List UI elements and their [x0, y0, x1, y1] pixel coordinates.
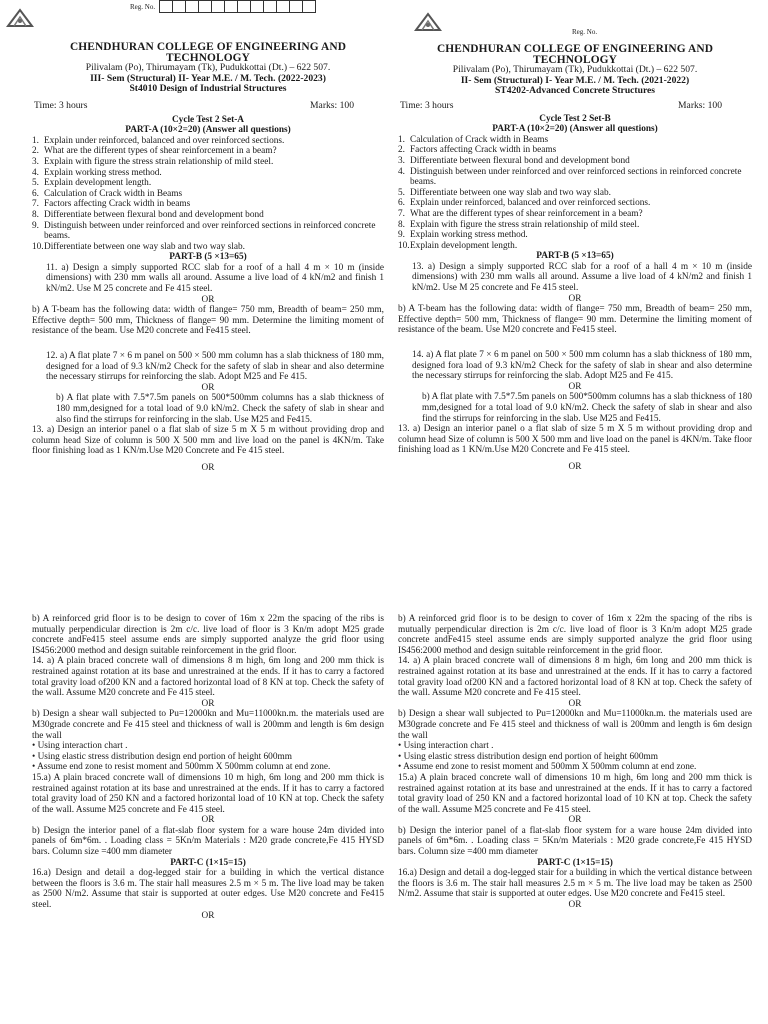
part-b-title: PART-B (5 ×13=65) [169, 252, 247, 263]
time-marks [398, 101, 752, 112]
question-16a: 16.a) Design and detail a dog-legged stair for a building in which the vertical distance between the floors is 3.6 m. The stair hall measures 2.5 m × 5 m. The live load may be taken as 2500 N/m2. Assume that stair is supported at outer edges. Use M20 concrete and Fe415 steel. [32, 868, 384, 911]
list-item: 10. Differentiate between one way slab and two way slab. [32, 241, 245, 252]
question-15b: b) Design the interior panel of a flat-slab floor system for a ware house 24m divided into panels of 6m*6m. . Loading class = 5Kn/m Materials : M20 grade concrete,Fe 415 HYSD bars. Column size =400 mm diameter [398, 825, 752, 858]
question-15a: 15.a) A plain braced concrete wall of dimensions 10 m high, 6m long and 200 mm thick is restrained against rotation at its base and unrestrained at the ends. If it has to carry a factored total gravity load of 250 KN and a factored horizontal load of 10 KN at top. Check the safety of the wall. Assume M25 concrete and Fe 415 steel. [398, 772, 752, 815]
time-marks [32, 101, 384, 112]
question-14b: b) Design a shear wall subjected to Pu=12000kn and Mu=11000kn.m. the materials used are M30grade concrete and Fe 415 steel and thickness of wall is 200mm and length is 6m design the wall [32, 709, 384, 741]
question-13a-flat-slab: 13. a) Design an interior panel o a flat slab of size 5 m X 5 m without providing drop and column head Size of column is 500 X 500 mm and live load on the panel is 4KN/m. Take floor finishing load as 1 KN/m.Use M20 Concrete and Fe 415 steel. [398, 424, 752, 456]
list-item: 2. What are the different types of shear reinforcement in a beam? [32, 146, 277, 157]
bullet-item: • Assume end zone to resist moment and 500mm X 500mm column at end zone. [398, 762, 697, 773]
cycle-title: Cycle Test 2 Set-A [171, 114, 245, 125]
or-label: OR [201, 910, 215, 921]
question-12a: 12. a) A flat plate 7 × 6 m panel on 500 × 500 mm column has a slab thickness of 180 mm, designed for a load of 9.3 kN/m2 Check for the safety of slab in shear and also determine the necessary stirrups for reinforcing the slab. Adopt M25 and Fe 415. [46, 351, 384, 383]
list-item: 4. Explain working stress method. [32, 167, 162, 178]
or-label: OR [201, 815, 215, 826]
time: Time: 3 hours [400, 99, 454, 111]
part-a-title: PART-A (10×2=20) (Answer all questions) [125, 125, 291, 136]
question-15b: b) Design the interior panel of a flat-slab floor system for a ware house 24m divided into panels of 6m*6m. . Loading class = 5Kn/m Materials : M20 grade concrete,Fe 415 HYSD bars. Column size =400 mm diameter [32, 825, 384, 858]
set-a-paper [32, 8, 384, 598]
question-13a: 13. a) Design an interior panel o a flat slab of size 5 m X 5 m without providing drop and column head Size of column is 500 X 500 mm and live load on the panel is 4KN/m. Take floor finishing load as 1 KN/m.Use M20 Concrete and Fe 415 steel. [32, 425, 384, 457]
list-item: 8. Explain with figure the stress strain relationship of mild steel. [398, 219, 640, 230]
question-12b: b) A flat plate with 7.5*7.5m panels on 500*500mm columns has a slab thickness of 180 mm,designed for a total load of 9.0 kN/m2. Check the safety of slab in shear and also find the stirrups for reinforcing in the slab. Use M25 and Fe415. [56, 393, 384, 425]
semester: II- Sem (Structural) I- Year M.E. / M. Tech. (2021-2022) [460, 74, 690, 86]
question-14b: b) A flat plate with 7.5*7.5m panels on 500*500mm columns has a slab thickness of 180 mm,designed for a total load of 9.0 kN/m2. Check the safety of slab in shear and also find the stirrups for reinforcing in the slab. Use M25 and Fe415. [422, 392, 752, 424]
list-item: 2. Factors affecting Crack width in beams [398, 145, 557, 156]
list-item: 10. Explain development length. [398, 240, 518, 251]
cycle-title: Cycle Test 2 Set-B [539, 113, 611, 124]
or-label: OR [201, 462, 215, 473]
list-item: 3. Differentiate between flexural bond and development bond [398, 155, 630, 166]
marks: Marks: 100 [310, 99, 354, 111]
bullet-item: • Using interaction chart . [398, 741, 494, 752]
question-14b: b) Design a shear wall subjected to Pu=12000kn and Mu=11000kn.m. the materials used are M30grade concrete and Fe 415 steel and thickness of wall is 200mm and length is 6m design the wall [398, 709, 752, 741]
question-11a: 11. a) Design a simply supported RCC slab for a roof of a hall 4 m × 10 m (inside dimensions) with 230 mm walls all around. Assume a live load of 4 kN/m2 and finish 1 kN/m2. Use M 25 concrete and Fe 415 steel. [46, 262, 384, 295]
reg-no-label: Reg. No. [572, 28, 598, 36]
or-label: OR [568, 900, 582, 911]
list-item: 4. Distinguish between under reinforced and over reinforced sections in reinforced concrete beams. [398, 166, 742, 188]
semester: III- Sem (Structural) II- Year M.E. / M. Tech. (2022-2023) [90, 72, 326, 84]
question-14a: 14. a) A plain braced concrete wall of dimensions 8 m high, 6m long and 200 mm thick is restrained against rotation at its base and unrestrained at the ends. If it has to carry a factored total gravity load of200 KN and a factored horizontal load of 8 KN at top. Check the safety of the wall. Assume M20 concrete and Fe 415 steel. [32, 656, 384, 699]
or-label: OR [568, 698, 582, 709]
or-label: OR [568, 381, 582, 392]
part-c-title: PART-C (1×15=15) [537, 857, 613, 868]
time: Time: 3 hours [34, 99, 88, 111]
question-13a: 13. a) Design a simply supported RCC slab for a roof of a hall 4 m × 10 m (inside dimensions) with 230 mm walls all around. Assume a live load of 4 kN/m2 and finish 1 kN/m2. Use M 25 concrete and Fe 415 steel. [412, 261, 752, 294]
or-label: OR [201, 382, 215, 393]
reg-no-label: Reg. No. [130, 2, 156, 11]
or-label: OR [201, 698, 215, 709]
list-item: 5. Differentiate between one way slab and two way slab. [398, 187, 611, 198]
list-item: 6. Calculation of Crack width in Beams [32, 188, 183, 199]
list-item: 9. Distinguish between under reinforced and over reinforced sections in reinforced concrete beams. [32, 220, 376, 242]
college-name: CHENDHURAN COLLEGE OF ENGINEERING AND TECHNOLOGY [69, 41, 347, 64]
question-grid-floor: b) A reinforced grid floor is to be design to cover of 16m x 22m the spacing of the ribs is mutually perpendicular direction is 2m c/c. live load of floor is 3 Kn/m adopt M25 grade concrete andFe415 steel assume ends are simply supported analyze the grid floor using IS456:2000 method and design suitable reinforcement in the grid floor. [398, 614, 752, 656]
list-item: 7. Factors affecting Crack width in beams [32, 199, 191, 210]
college-name: CHENDHURAN COLLEGE OF ENGINEERING AND TECHNOLOGY [436, 43, 714, 66]
or-label: OR [568, 461, 582, 472]
or-label: OR [568, 815, 582, 826]
list-item: 1. Calculation of Crack width in Beams [398, 134, 549, 145]
list-item: 8. Differentiate between flexural bond and development bond [32, 209, 264, 220]
or-label: OR [201, 294, 215, 305]
question-15a: 15.a) A plain braced concrete wall of dimensions 10 m high, 6m long and 200 mm thick is restrained against rotation at its base and unrestrained at the ends. If it has to carry a factored total gravity load of 250 KN and a factored horizontal load of 10 KN at top. Check the safety of the wall. Assume M25 concrete and Fe 415 steel. [32, 772, 384, 815]
list-item: 5. Explain development length. [32, 178, 152, 189]
college-address: Pilivalam (Po), Thirumayam (Tk), Pudukkottai (Dt.) – 622 507. [85, 62, 331, 74]
question-14a: 14. a) A plain braced concrete wall of dimensions 8 m high, 6m long and 200 mm thick is restrained against rotation at its base and unrestrained at the ends. If it has to carry a factored total gravity load of200 KN and a factored horizontal load of 8 KN at top. Check the safety of the wall. Assume M20 concrete and Fe 415 steel. [398, 656, 752, 699]
part-a-list [398, 135, 752, 252]
part-a-title: PART-A (10×2=20) (Answer all questions) [492, 124, 658, 135]
list-item: 1. Explain under reinforced, balanced and over reinforced sections. [32, 135, 285, 146]
bullet-item: • Using elastic stress distribution design end portion of height 600mm [32, 751, 292, 762]
set-b-paper [398, 8, 752, 598]
question-14a: 14. a) A flat plate 7 × 6 m panel on 500 × 500 mm column has a slab thickness of 180 mm, designed fora load of 9.3 kN/m2 Check for the safety of slab in shear and also determine the necessary stirrups for reinforcing the slab. Adopt M25 and Fe 415. [412, 350, 752, 382]
list-item: 7. What are the different types of shear reinforcement in a beam? [398, 208, 643, 219]
bullet-item: • Using interaction chart . [32, 741, 128, 752]
question-16a: 16.a) Design and detail a dog-legged stair for a building in which the vertical distance between the floors is 3.6 m. The stair hall measures 2.5 m × 5 m. The live load may be taken as 2500 N/m2. Assume that stair is supported at outer edges. Use M20 concrete and Fe415 steel. [398, 868, 752, 900]
list-item: 6. Explain under reinforced, balanced and over reinforced sections. [398, 198, 651, 209]
set-b-continued [398, 614, 752, 1024]
question-13b: b) A T-beam has the following data: width of flange= 750 mm, Breadth of beam= 250 mm, Effective depth= 500 mm, Thickness of flange= 90 mm. Determine the limiting moment of resistance of the beam. Use M20 concrete and Fe415 steel. [398, 304, 752, 336]
set-a-continued [32, 614, 384, 1024]
question-11b: b) A T-beam has the following data: width of flange= 750 mm, Breadth of beam= 250 mm, Effective depth= 500 mm, Thickness of flange= 90 mm. Determine the limiting moment of resistance of the beam. Use M20 concrete and Fe415 steel. [32, 305, 384, 337]
or-label: OR [568, 293, 582, 304]
list-item: 3. Explain with figure the stress strain relationship of mild steel. [32, 156, 274, 167]
bullet-item: • Using elastic stress distribution design end portion of height 600mm [398, 751, 658, 762]
subject: ST4202-Advanced Concrete Structures [494, 85, 656, 97]
part-a-list [32, 136, 384, 253]
college-address: Pilivalam (Po), Thirumayam (Tk), Pudukkottai (Dt.) – 622 507. [452, 64, 698, 76]
question-grid-floor: b) A reinforced grid floor is to be design to cover of 16m x 22m the spacing of the ribs is mutually perpendicular direction is 2m c/c. live load of floor is 3 Kn/m adopt M25 grade concrete andFe415 steel assume ends are simply supported analyze the grid floor using IS456:2000 method and design suitable reinforcement in the grid floor. [32, 614, 384, 656]
part-b-title: PART-B (5 ×13=65) [536, 251, 614, 262]
part-c-title: PART-C (1×15=15) [170, 857, 246, 868]
subject: St4010 Design of Industrial Structures [129, 83, 287, 95]
marks: Marks: 100 [678, 99, 722, 111]
bullet-item: • Assume end zone to resist moment and 500mm X 500mm column at end zone. [32, 762, 331, 773]
list-item: 9. Explain working stress method. [398, 230, 528, 241]
